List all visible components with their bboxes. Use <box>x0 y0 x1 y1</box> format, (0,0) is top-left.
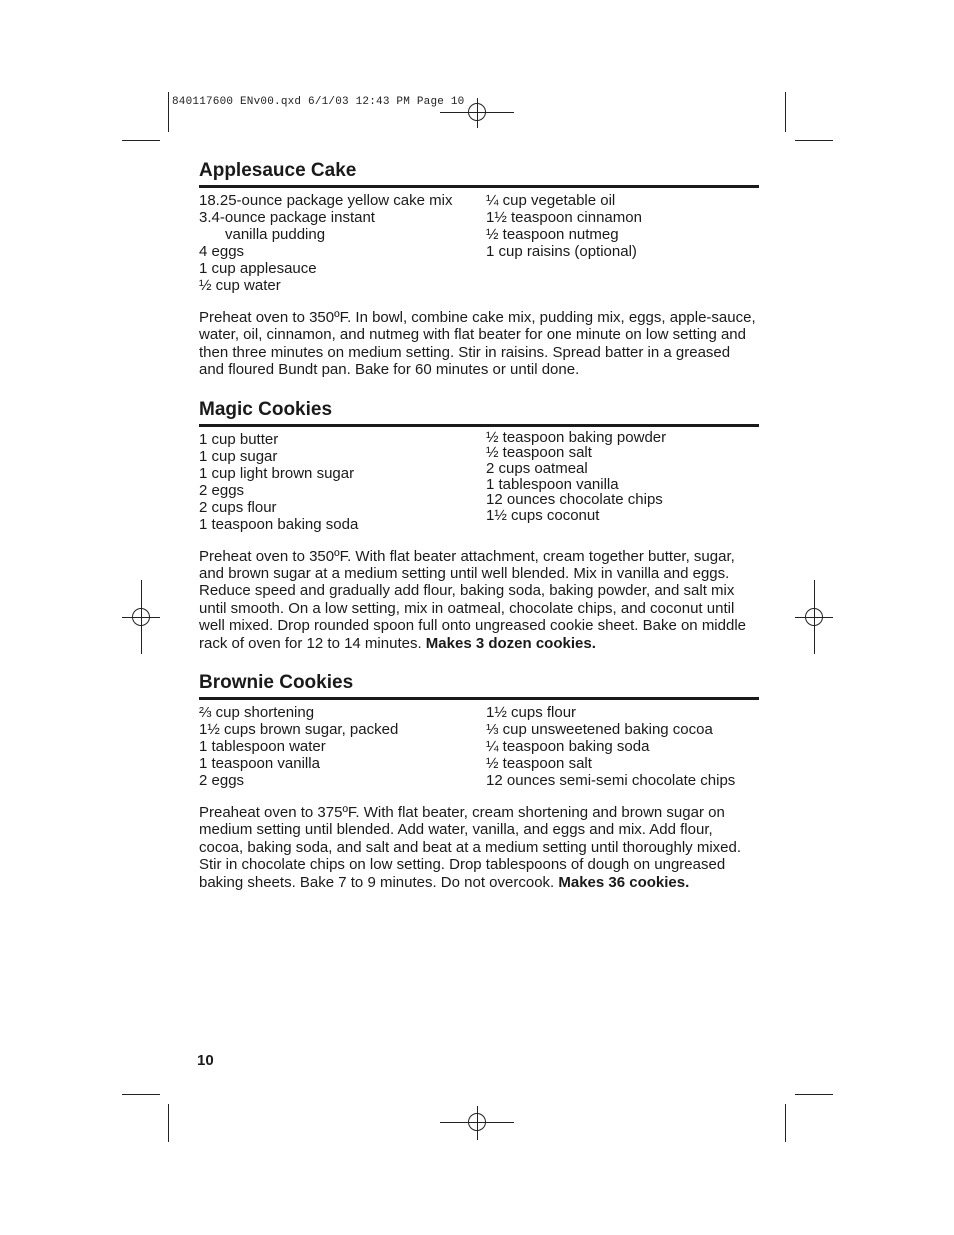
ingredient: ⅓ cup unsweetened baking cocoa <box>486 721 713 739</box>
method-text: Preheat oven to 350ºF. With flat beater attachment, cream together butter, sugar, and brown sugar at a medium setting until well blended. Mix in vanilla and eggs. Reduce speed and gradually add flour, baking soda, baking powder, and salt mix until smooth. On a low setting, mix in oatmeal, chocolate chips, and coconut until well mixed. Drop rounded spoon full onto ungreased cookie sheet. Bake on middle rack of oven for 12 to 14 minutes. <box>199 547 747 652</box>
ingredient: 1 tablespoon water <box>199 738 326 756</box>
crop-mark-top-left-vertical <box>168 92 169 132</box>
ingredients-right <box>486 192 766 260</box>
ingredient: 3.4-ounce package instant <box>199 209 375 226</box>
ingredient: ½ teaspoon salt <box>486 755 592 773</box>
ingredient: 1 tablespoon vanilla <box>486 475 619 493</box>
ingredient: ¼ teaspoon baking soda <box>486 738 650 756</box>
recipe-method <box>199 309 759 379</box>
ingredient: 1½ cups brown sugar, packed <box>199 721 399 739</box>
printer-slug-line: 840117600 ENv00.qxd 6/1/03 12:43 PM Page 10 <box>172 96 465 108</box>
ingredients-right <box>486 704 766 789</box>
ingredient: ½ teaspoon salt <box>486 444 592 462</box>
recipe-method <box>199 804 759 891</box>
registration-mark-top-circle <box>468 103 486 121</box>
crop-mark-bottom-left-horizontal <box>122 1094 160 1095</box>
recipe-yield: Makes 36 cookies. <box>558 873 690 891</box>
crop-mark-top-right-vertical <box>785 92 786 132</box>
ingredient: 1 teaspoon baking soda <box>199 515 359 533</box>
ingredient: vanilla pudding <box>225 226 326 243</box>
recipe-title: Applesauce Cake <box>199 160 357 181</box>
recipe-title: Magic Cookies <box>199 398 333 420</box>
crop-mark-bottom-right-vertical <box>785 1104 786 1142</box>
ingredient-columns <box>199 192 759 295</box>
recipe-magic-cookies <box>199 399 759 652</box>
ingredient: 2 cups flour <box>199 498 277 516</box>
recipe-page <box>199 160 759 891</box>
ingredient: 1½ cups flour <box>486 704 577 722</box>
ingredient: 2 eggs <box>199 772 245 790</box>
ingredients-left <box>199 431 484 533</box>
ingredient: 2 eggs <box>199 481 245 499</box>
ingredients-right <box>486 430 766 524</box>
method-text: Preaheat oven to 375ºF. With flat beater, cream shortening and brown sugar on medium setting until blended. Add water, vanilla, and eggs and mix. Add flour, cocoa, baking soda, and salt and beat at a medium setting until thoroughly mixed. Stir in chocolate chips on low setting. Drop tablespoons of dough on ungreased baking sheets. Bake 7 to 9 minutes. Do not overcook. <box>199 804 741 891</box>
ingredients-left <box>199 192 484 294</box>
ingredient: 4 eggs <box>199 243 245 260</box>
recipe-title: Brownie Cookies <box>199 672 354 694</box>
crop-mark-top-right-horizontal <box>795 140 833 141</box>
ingredient: ½ cup water <box>199 277 281 294</box>
ingredients-left <box>199 704 484 789</box>
recipe-brownie-cookies <box>199 672 759 891</box>
ingredient: ⅔ cup shortening <box>199 704 315 722</box>
method-text: Preheat oven to 350ºF. In bowl, combine cake mix, pudding mix, eggs, apple-sauce, water, oil, cinnamon, and nutmeg with flat beater for one minute on low setting and then three minutes on medium setting. Stir in raisins. Spread batter in a greased and floured Bundt pan. Bake for 60 minutes or until done. <box>199 309 756 379</box>
crop-mark-top-left-horizontal <box>122 140 160 141</box>
ingredient-columns <box>199 704 759 790</box>
registration-mark-left-circle <box>132 608 150 626</box>
ingredient: 12 ounces chocolate chips <box>486 491 663 509</box>
title-rule <box>199 424 759 427</box>
ingredient-columns <box>199 428 759 534</box>
crop-mark-bottom-right-horizontal <box>795 1094 833 1095</box>
ingredient: ¼ cup vegetable oil <box>486 192 616 209</box>
title-rule <box>199 185 759 188</box>
ingredient: 1½ cups coconut <box>486 507 600 525</box>
ingredient: ½ teaspoon baking powder <box>486 428 667 446</box>
ingredient: 1 cup applesauce <box>199 260 317 277</box>
ingredient: 1 cup light brown sugar <box>199 464 355 482</box>
recipe-method <box>199 548 759 652</box>
ingredient: 12 ounces semi-semi chocolate chips <box>486 772 736 790</box>
title-rule <box>199 697 759 700</box>
recipe-applesauce-cake <box>199 160 759 379</box>
crop-mark-bottom-left-vertical <box>168 1104 169 1142</box>
recipe-yield: Makes 3 dozen cookies. <box>425 634 596 652</box>
ingredient: 1½ teaspoon cinnamon <box>486 209 642 226</box>
page-number: 10 <box>197 1052 214 1069</box>
ingredient: 1 cup butter <box>199 430 279 448</box>
ingredient: 2 cups oatmeal <box>486 460 588 478</box>
ingredient: 18.25-ounce package yellow cake mix <box>199 192 453 209</box>
registration-mark-right-circle <box>805 608 823 626</box>
ingredient: ½ teaspoon nutmeg <box>486 226 619 243</box>
ingredient: 1 teaspoon vanilla <box>199 755 320 773</box>
ingredient: 1 cup raisins (optional) <box>486 243 637 260</box>
ingredient: 1 cup sugar <box>199 447 278 465</box>
registration-mark-bottom-circle <box>468 1113 486 1131</box>
